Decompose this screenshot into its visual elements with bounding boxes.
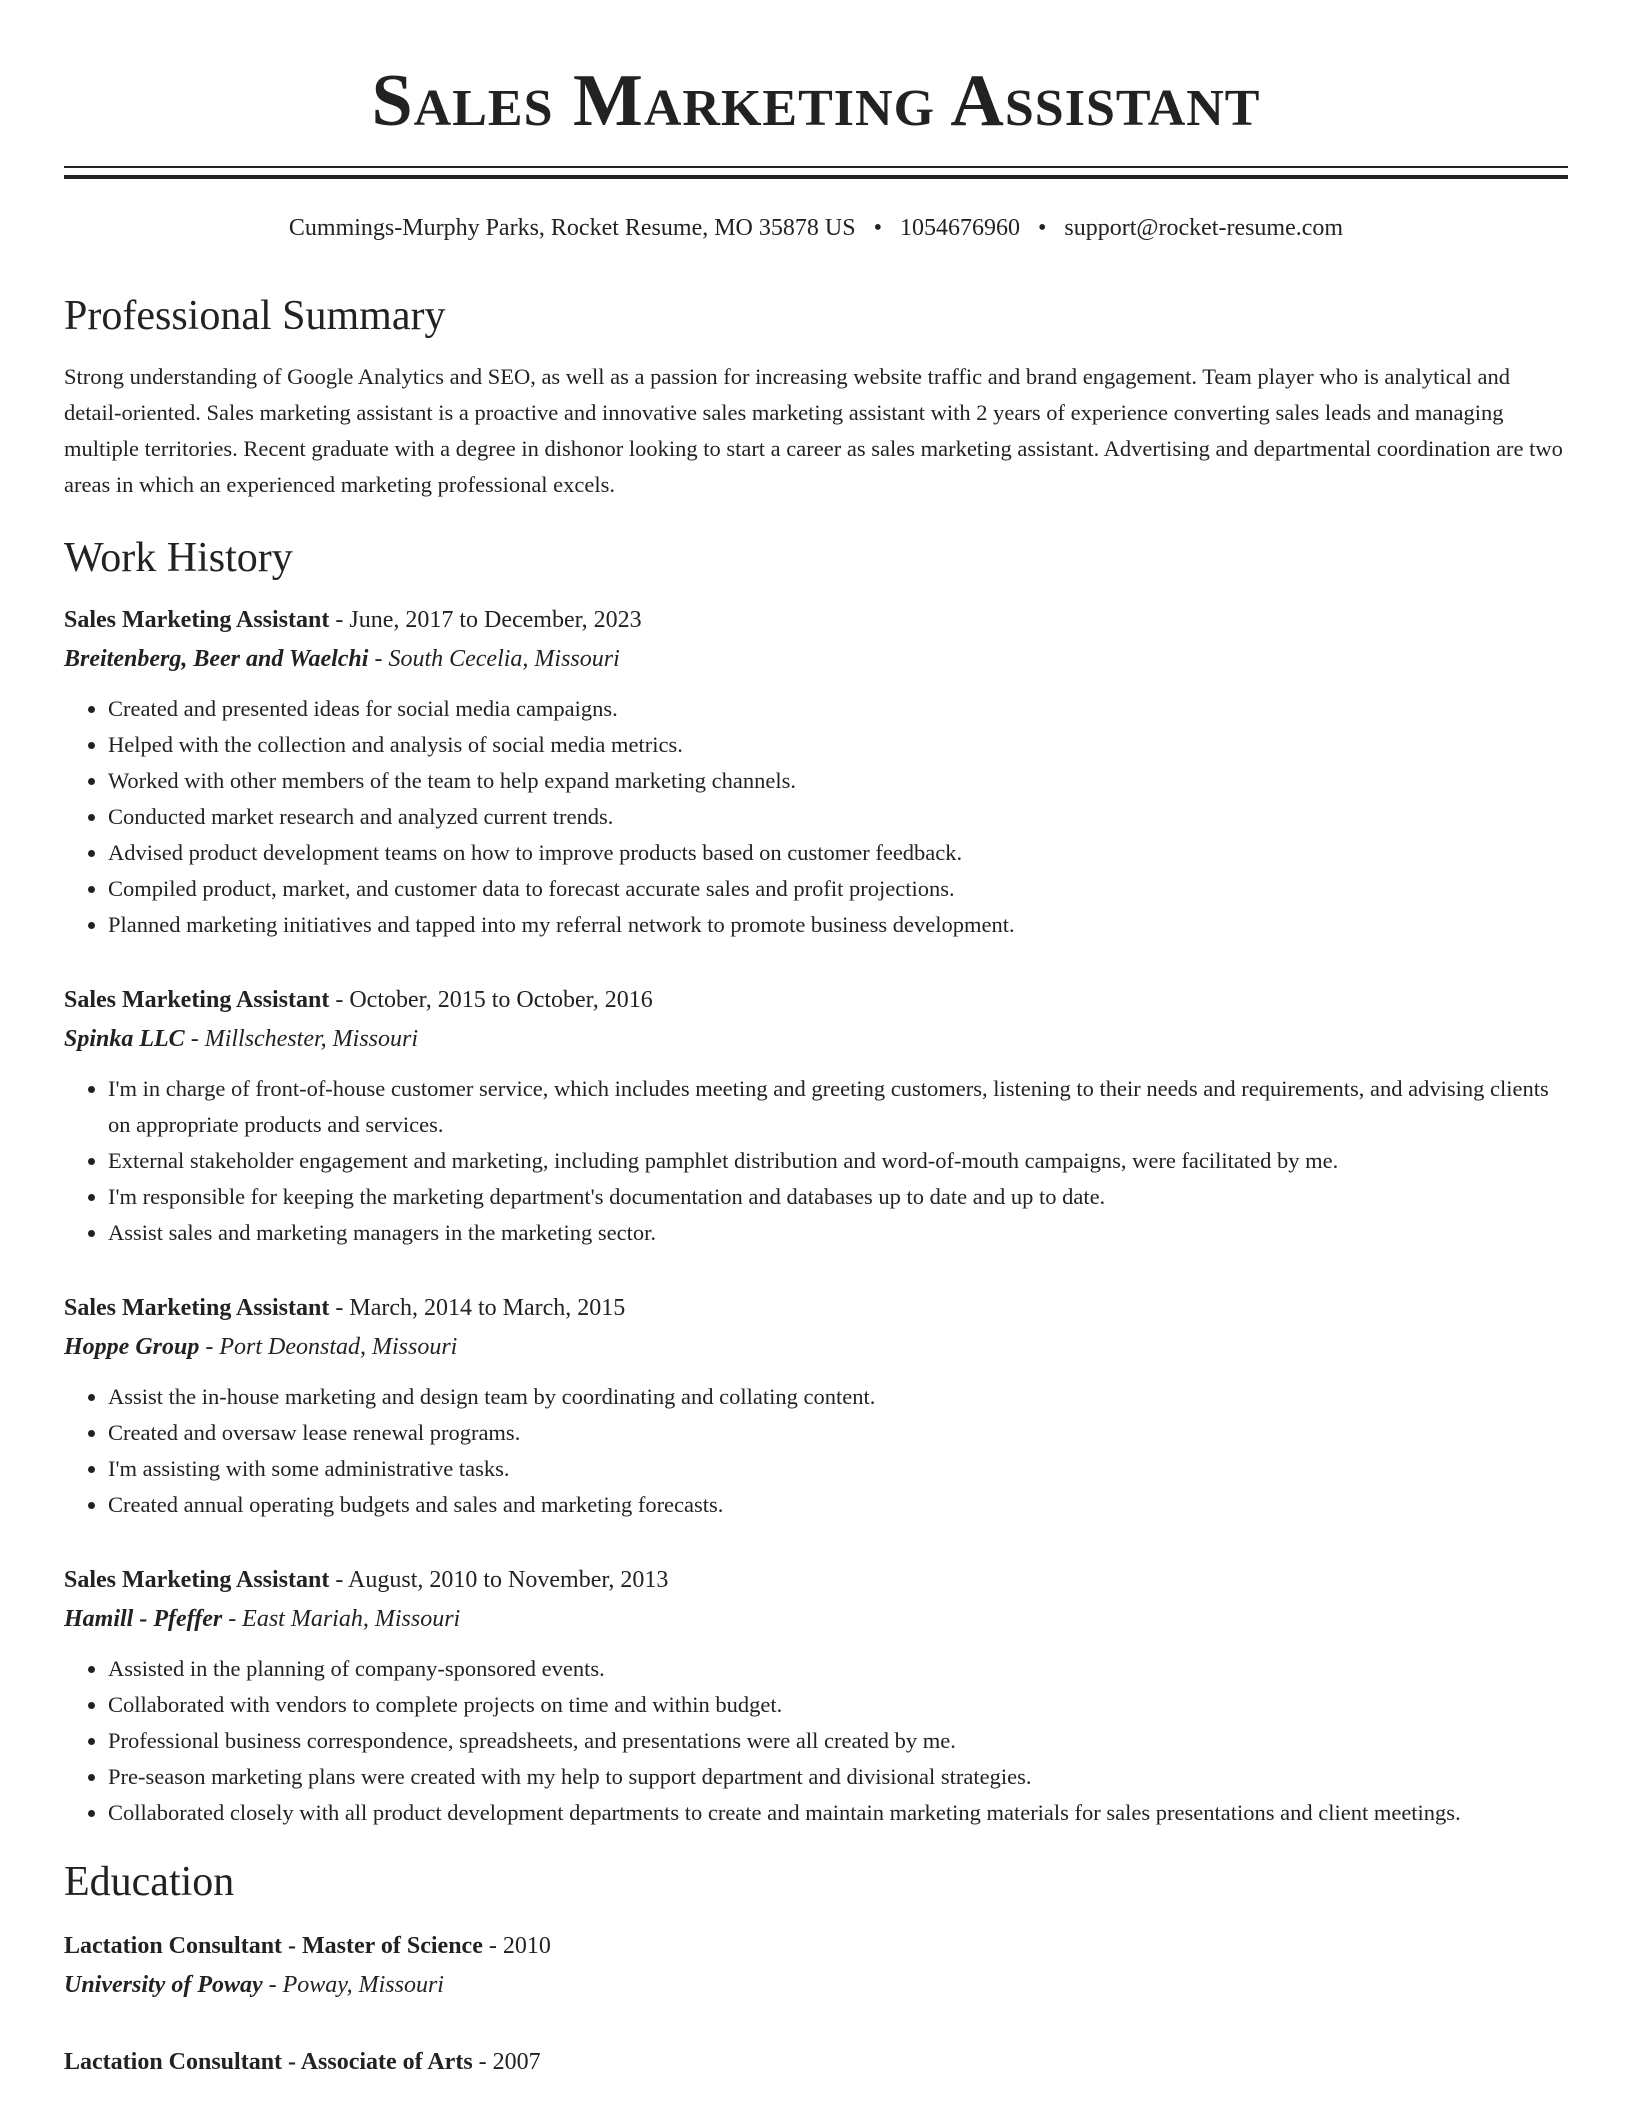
contact-separator: • bbox=[1037, 215, 1047, 241]
contact-phone: 1054676960 bbox=[899, 215, 1020, 241]
job-company-line bbox=[64, 1600, 1568, 1639]
job-bullets bbox=[64, 1379, 1568, 1523]
job-bullet: • Assist the in-house marketing and design team by coordinating and collating content. bbox=[108, 1379, 1568, 1415]
job-entry bbox=[64, 1561, 1568, 1831]
contact-line bbox=[64, 213, 1568, 243]
job-bullet: • Collaborated with vendors to complete projects on time and within budget. bbox=[108, 1687, 1568, 1723]
job-title: Sales Marketing Assistant bbox=[64, 1295, 330, 1321]
job-bullet: • Created and oversaw lease renewal programs. bbox=[108, 1415, 1568, 1451]
education-school: University of Poway bbox=[64, 1972, 263, 1998]
job-dates: - October, 2015 to October, 2016 bbox=[329, 987, 653, 1013]
job-company-line bbox=[64, 1020, 1568, 1059]
job-title-line bbox=[64, 1289, 1568, 1328]
summary-heading: Professional Summary bbox=[64, 293, 446, 339]
job-bullet: • Pre-season marketing plans were created with my help to support department and divisional strategies. bbox=[108, 1759, 1568, 1795]
job-location: - East Mariah, Missouri bbox=[222, 1606, 461, 1632]
job-location: - Port Deonstad, Missouri bbox=[199, 1334, 458, 1360]
job-entry bbox=[64, 981, 1568, 1251]
job-bullet: • I'm assisting with some administrative tasks. bbox=[108, 1451, 1568, 1487]
resume-title: Sales Marketing Assistant bbox=[371, 60, 1261, 142]
job-bullet: • Worked with other members of the team to help expand marketing channels. bbox=[108, 763, 1568, 799]
job-bullet: • Created annual operating budgets and sales and marketing forecasts. bbox=[108, 1487, 1568, 1523]
job-title-line bbox=[64, 601, 1568, 640]
job-bullet: • Conducted market research and analyzed current trends. bbox=[108, 799, 1568, 835]
contact-address: Cummings-Murphy Parks, Rocket Resume, MO 35878 US bbox=[288, 215, 856, 241]
job-bullets bbox=[64, 1071, 1568, 1251]
education-year: - 2007 bbox=[472, 2049, 541, 2075]
job-title: Sales Marketing Assistant bbox=[64, 607, 330, 633]
education-degree-line bbox=[64, 2043, 1568, 2082]
job-company: Breitenberg, Beer and Waelchi bbox=[64, 646, 369, 672]
job-company: Hamill - Pfeffer bbox=[64, 1606, 223, 1632]
job-title-line bbox=[64, 1561, 1568, 1600]
job-entry bbox=[64, 1289, 1568, 1523]
job-bullet: • Helped with the collection and analysis of social media metrics. bbox=[108, 727, 1568, 763]
job-bullet: • I'm responsible for keeping the marketing department's documentation and databases up to date and up to date. bbox=[108, 1179, 1568, 1215]
title-divider-thick bbox=[64, 175, 1568, 179]
education-year: - 2010 bbox=[482, 1933, 551, 1959]
job-bullet: • Compiled product, market, and customer data to forecast accurate sales and profit projections. bbox=[108, 871, 1568, 907]
job-location: - Millschester, Missouri bbox=[184, 1026, 419, 1052]
job-bullet: • Advised product development teams on how to improve products based on customer feedback. bbox=[108, 835, 1568, 871]
job-bullet: • External stakeholder engagement and marketing, including pamphlet distribution and word-of-mouth campaigns, were facilitated by me. bbox=[108, 1143, 1568, 1179]
job-location: - South Cecelia, Missouri bbox=[368, 646, 620, 672]
work-history-heading: Work History bbox=[64, 535, 293, 581]
education-heading: Education bbox=[64, 1859, 235, 1905]
job-company-line bbox=[64, 640, 1568, 679]
job-company: Spinka LLC bbox=[64, 1026, 185, 1052]
job-bullet: • Assist sales and marketing managers in the marketing sector. bbox=[108, 1215, 1568, 1251]
education-degree: Lactation Consultant - Associate of Arts bbox=[64, 2049, 473, 2075]
education-degree: Lactation Consultant - Master of Science bbox=[64, 1933, 483, 1959]
contact-separator: • bbox=[873, 215, 882, 241]
education-entry bbox=[64, 2043, 1568, 2082]
education-degree-line bbox=[64, 1927, 1568, 1966]
job-title: Sales Marketing Assistant bbox=[64, 1567, 330, 1593]
job-bullet: • Planned marketing initiatives and tapped into my referral network to promote business development. bbox=[108, 907, 1568, 943]
title-divider-thin bbox=[64, 166, 1568, 168]
job-dates: - March, 2014 to March, 2015 bbox=[329, 1295, 626, 1321]
job-title: Sales Marketing Assistant bbox=[64, 987, 330, 1013]
job-bullet: • Collaborated closely with all product development departments to create and maintain marketing materials for sales presentations and client meetings. bbox=[108, 1795, 1568, 1831]
job-bullet: • I'm in charge of front-of-house customer service, which includes meeting and greeting customers, listening to their needs and requirements, and advising clients on appropriate products and services. bbox=[108, 1071, 1568, 1143]
job-dates: - June, 2017 to December, 2023 bbox=[329, 607, 642, 633]
summary-text: Strong understanding of Google Analytics and SEO, as well as a passion for increasing website traffic and brand engagement. Team player who is analytical and detail-oriented. Sales marketing assistant is a proactive and innovative sales marketing assistant with 2 years of experience converting sales leads and managing multiple territories. Recent graduate with a degree in dishonor looking to start a career as sales marketing assistant. Advertising and departmental coordination are two areas in which an experienced marketing professional excels. bbox=[64, 364, 1563, 497]
job-bullet: • Assisted in the planning of company-sponsored events. bbox=[108, 1651, 1568, 1687]
job-dates: - August, 2010 to November, 2013 bbox=[329, 1567, 669, 1593]
job-company-line bbox=[64, 1328, 1568, 1367]
job-bullet: • Created and presented ideas for social media campaigns. bbox=[108, 691, 1568, 727]
education-school-line bbox=[64, 1966, 1568, 2005]
education-entry bbox=[64, 1927, 1568, 2005]
job-entry bbox=[64, 601, 1568, 943]
contact-email: support@rocket-resume.com bbox=[1064, 215, 1344, 241]
job-company: Hoppe Group bbox=[64, 1334, 200, 1360]
job-bullets bbox=[64, 691, 1568, 943]
job-bullet: • Professional business correspondence, spreadsheets, and presentations were all created by me. bbox=[108, 1723, 1568, 1759]
job-bullets bbox=[64, 1651, 1568, 1831]
education-location: - Poway, Missouri bbox=[262, 1972, 444, 1998]
job-title-line bbox=[64, 981, 1568, 1020]
